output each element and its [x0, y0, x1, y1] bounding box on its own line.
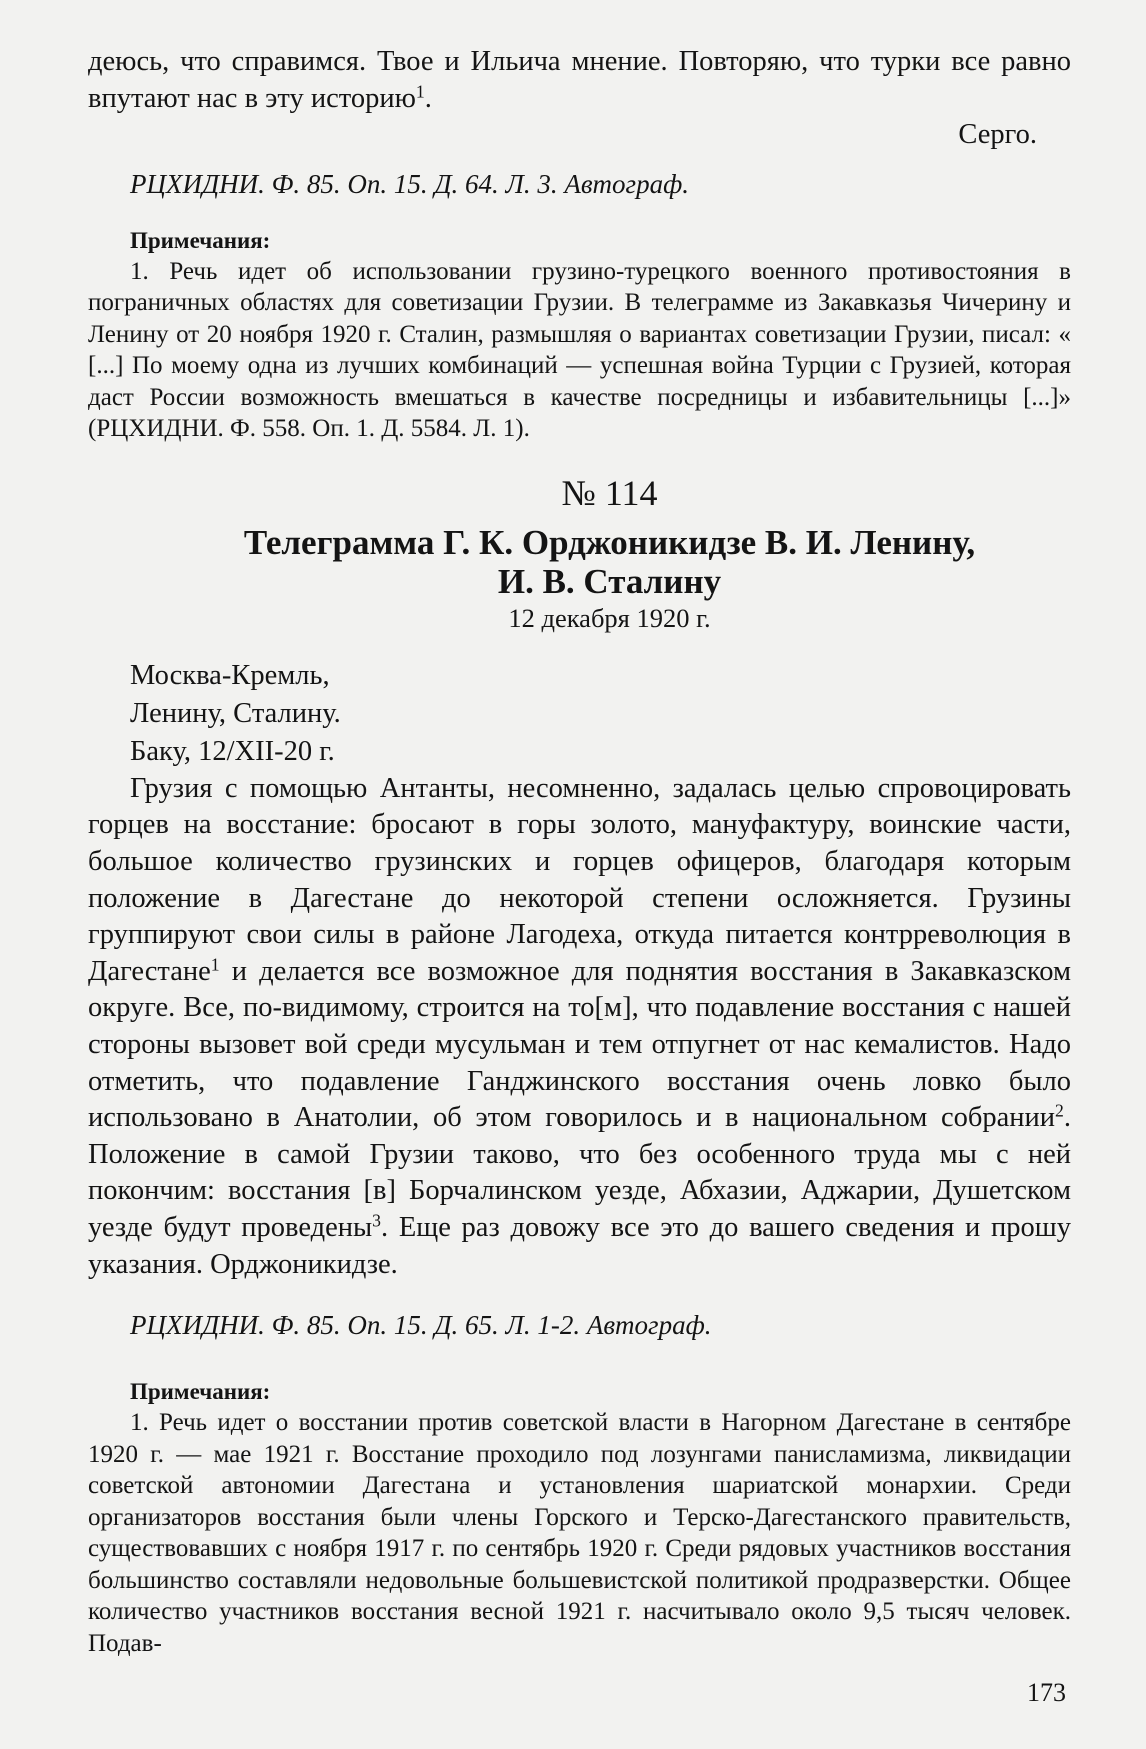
- telegram-body-part-1: Грузия с помощью Антанты, несомненно, задалась целью спровоцировать горцев на восстание: бросают в горы золото, мануфактуру, воинские части, большое количество грузинских и горцев офицеров, благодаря которым положение в Дагестане до некоторой степени осложняется. Грузины группируют свои силы в районе Лагодеха, откуда питается контрреволюция в Дагестане: [88, 772, 1071, 987]
- footnote-ref: 3: [372, 1210, 381, 1231]
- footnote-ref: 1: [210, 954, 220, 975]
- document-title-line-1: Телеграмма Г. К. Орджоникидзе В. И. Ленину,: [243, 522, 976, 562]
- continued-line-1: деюсь, что справимся. Твое и Ильича мнение. Повторяю, что турки все: [88, 46, 991, 77]
- telegram-body-part-4: . Еще раз довожу все это до вашего сведения и прошу указания. Орджоникидзе.: [88, 1211, 1071, 1280]
- signature: Серго.: [958, 119, 1037, 151]
- document-title-line-2: И. В. Сталину: [497, 561, 722, 601]
- continued-telegram-text: [88, 44, 1071, 117]
- address-line-2: Ленину, Сталину.: [130, 697, 341, 729]
- archive-source: РЦХИДНИ. Ф. 85. Оп. 15. Д. 64. Л. 3. Автограф.: [130, 168, 689, 199]
- place-date: Баку, 12/XII-20 г.: [130, 735, 335, 767]
- footnote-ref: 2: [1055, 1100, 1064, 1121]
- note-1: 1. Речь идет об использовании грузино-турецкого военного противостояния в пограничных областях для советизации Грузии. В телеграмме из Закавказья Чичерину и Ленину от 20 ноября 1920 г. Сталин, размышляя о вариантах советизации Грузии, писал: « [...] По моему одна из лучших комбинаций — успешная война Турции с Грузией, которая даст России возможность вмешаться в качестве посредницы и избавительницы [...]» (РЦХИДНИ. Ф. 558. Оп. 1. Д. 5584. Л. 1).: [88, 257, 1071, 443]
- notes-heading: Примечания:: [130, 1379, 271, 1405]
- document-date: 12 декабря 1920 г.: [508, 602, 711, 633]
- address-line-1: Москва-Кремль,: [130, 659, 330, 691]
- punctuation: .: [424, 82, 432, 114]
- telegram-body-part-3: . Положение в самой Грузии таково, что без особенного труда мы с ней покончим: восстания [в] Борчалинском уезде, Абхазии, Аджарии, Душетском уезде будут проведены: [88, 1102, 1071, 1243]
- continued-line-2: равно впутают нас в эту историю: [88, 46, 1071, 114]
- notes-heading: Примечания:: [130, 227, 271, 253]
- footnote-ref: 1: [415, 80, 425, 101]
- document-number: № 114: [561, 472, 658, 513]
- telegram-body: [88, 771, 1071, 1283]
- telegram-body-part-2: и делается все возможное для поднятия восстания в Закавказском округе. Все, по-видимому, строится на то[м], что подавление восстания с нашей стороны вызовет вой среди мусульман и тем отпугнет от нас кемалистов. Надо отметить, что подавление Ганджинского восстания очень ловко было использовано в Анатолии, об этом говорилось и в национальном собрании: [88, 955, 1071, 1134]
- page-number: 173: [1027, 1678, 1066, 1707]
- note-1: 1. Речь идет о восстании против советской власти в Нагорном Дагестане в сентябре 1920 г. — мае 1921 г. Восстание проходило под лозунгами панисламизма, ликвидации советской автономии Дагестана и установления шариатской монархии. Среди организаторов восстания были члены Горского и Терско-Дагестанского правительств, существовавших с ноября 1917 г. по сентябрь 1920 г. Среди рядовых участников восстания большинство составляли недовольные большевистской политикой продразверстки. Общее количество участников восстания весной 1921 г. насчитывало около 9,5 тысяч человек. Подав-: [88, 1409, 1071, 1657]
- archive-source: РЦХИДНИ. Ф. 85. Оп. 15. Д. 65. Л. 1-2. Автограф.: [130, 1310, 712, 1341]
